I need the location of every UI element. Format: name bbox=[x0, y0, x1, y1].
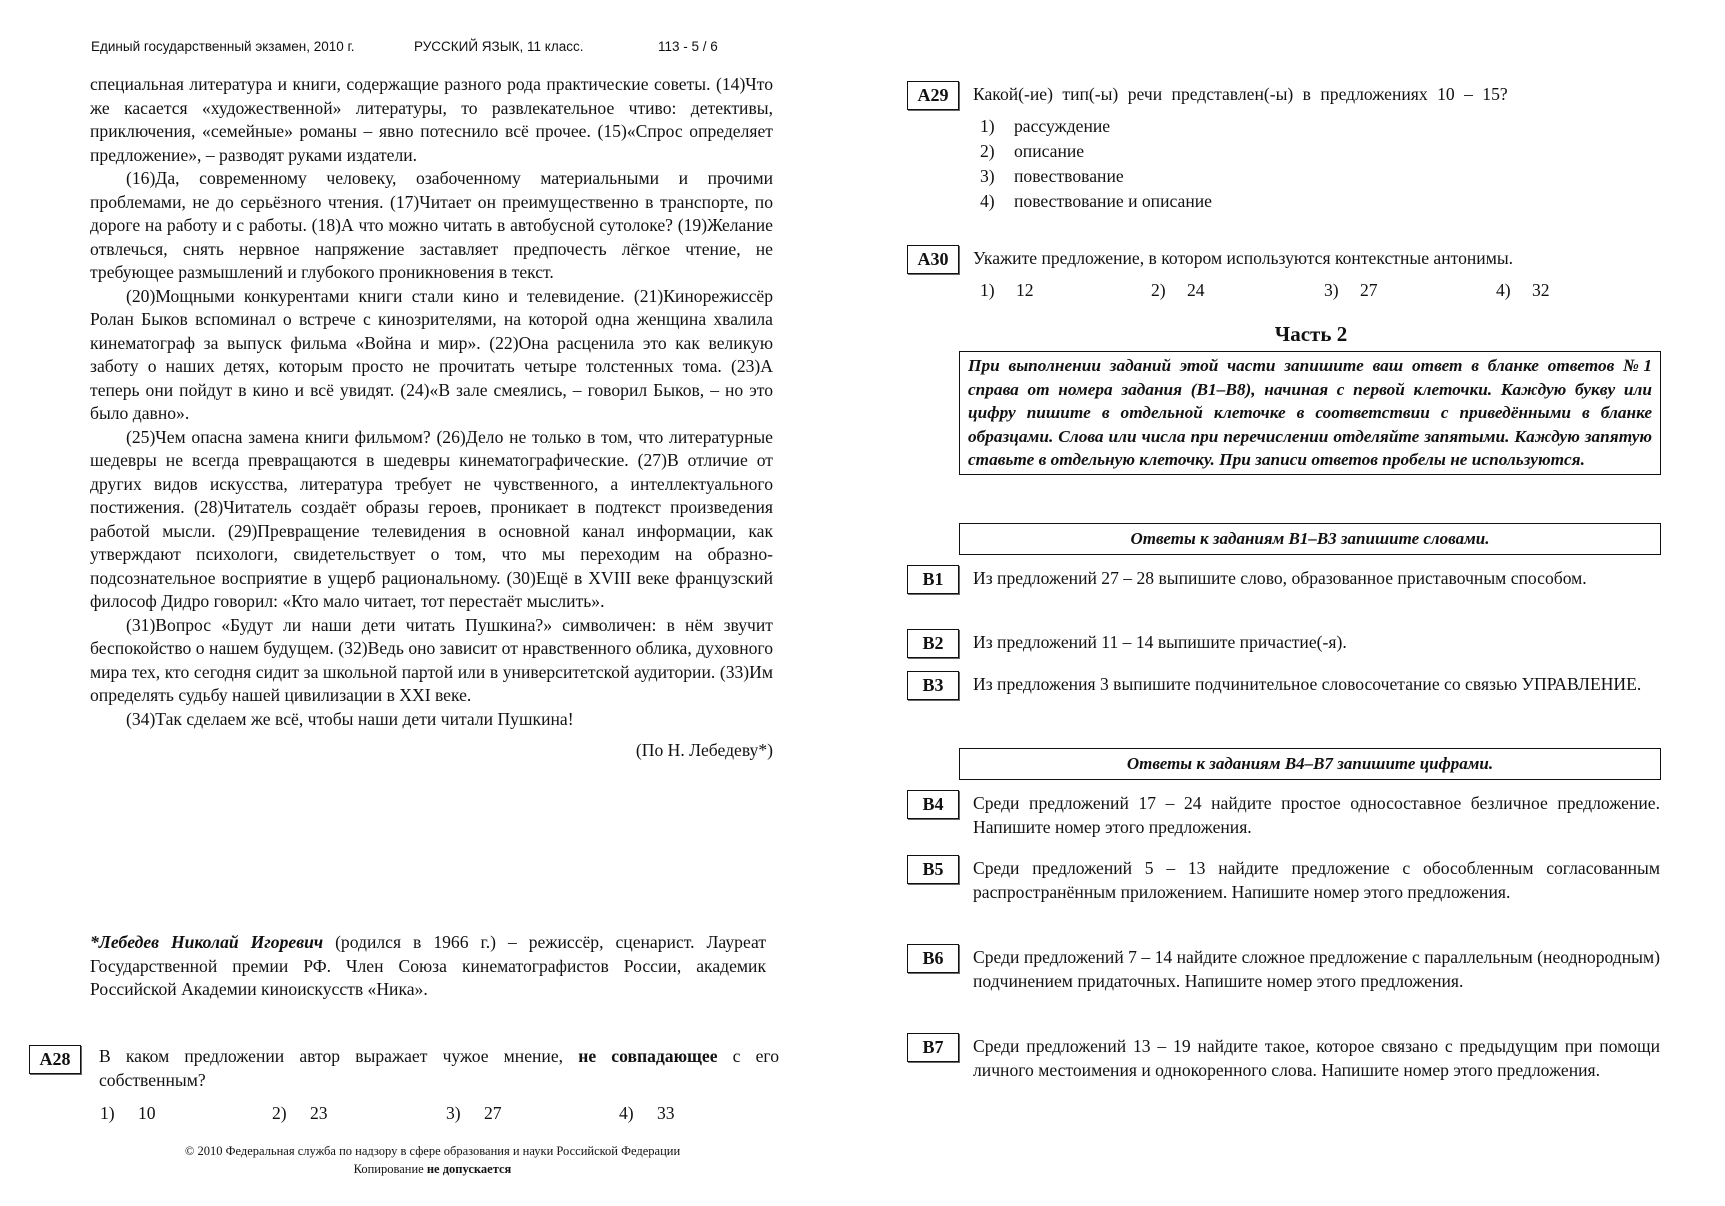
option-number: 2) bbox=[980, 141, 995, 161]
option-value: повествование bbox=[1014, 166, 1124, 186]
copy-notice-bold: не допускается bbox=[426, 1162, 512, 1176]
task-label-a28: A28 bbox=[29, 1045, 81, 1074]
option-number: 1) bbox=[980, 116, 995, 136]
part-2-instructions: При выполнении заданий этой части запишите ваш ответ в бланке ответов №1 справа от номера задания (B1–B8), начиная с первой клеточки. Каждую букву или цифру пишите в отдельной клеточке в соответствии с приведёнными в бланке образцами. Слова или числа при перечислении отделяйте запятыми. Каждую запятую ставьте в отдельную клеточку. При записи ответов пробелы не используются. bbox=[959, 351, 1661, 475]
option-value: 32 bbox=[1532, 280, 1550, 300]
option-value: рассуждение bbox=[1014, 116, 1111, 136]
task-label-b3: B3 bbox=[907, 671, 959, 700]
option-value: 12 bbox=[1016, 280, 1034, 300]
part-2-title: Часть 2 bbox=[1274, 322, 1348, 346]
paragraph: (25)Чем опасна замена книги фильмом? (26)Дело не только в том, что литературные шедевры не всегда превращаются в шедевры кинематографические. (27)В отличие от других видов искусства, литература требует не чувственного, а интеллектуального постижения. (28)Читатель создаёт образы героев, проникает в подтекст произведения работой мысли. (29)Превращение телевидения в основной канал информации, как утверждают психологи, свидетельствует о том, что мы переходим на образно-подсознательное восприятие в ущерб рациональному. (30)Ещё в XVIII веке французский философ Дидро говорил: «Кто мало читает, тот перестаёт мыслить». bbox=[90, 426, 773, 611]
task-label-b6: B6 bbox=[907, 944, 959, 973]
option-number: 4) bbox=[1496, 280, 1511, 300]
task-b1-text: Из предложений 27 – 28 выпишите слово, образованное приставочным способом. bbox=[973, 568, 1587, 588]
task-b5-text: Среди предложений 5 – 13 найдите предложение с обособленным согласованным распространённым приложением. Напишите номер этого предложения. bbox=[973, 858, 1660, 902]
footnote-author-name: *Лебедев Николай Игоревич bbox=[90, 932, 324, 952]
task-a29-question: Какой(-ие) тип(-ы) речи представлен(-ы) в предложениях 10 – 15? bbox=[973, 84, 1508, 104]
task-b7-text: Среди предложений 13 – 19 найдите такое, которое связано с предыдущим при помощи личного местоимения и однокоренного слова. Напишите номер этого предложения. bbox=[973, 1036, 1660, 1080]
task-label-b1: B1 bbox=[907, 565, 959, 594]
task-label-b7: B7 bbox=[907, 1033, 959, 1062]
task-label-a29: A29 bbox=[907, 81, 959, 110]
option-value: 24 bbox=[1187, 280, 1205, 300]
task-b6-text: Среди предложений 7 – 14 найдите сложное предложение с параллельным (неоднородным) подчинением придаточных. Напишите номер этого предложения. bbox=[973, 947, 1660, 991]
task-label-b4: B4 bbox=[907, 790, 959, 819]
paragraph: (31)Вопрос «Будут ли наши дети читать Пушкина?» символичен: в нём звучит беспокойство о нашем будущем. (32)Ведь оно зависит от нравственного облика, духовного мира тех, кто сегодня сидит за школьной партой или в университетской аудитории. (33)Им определять судьбу нашей цивилизации в XXI веке. bbox=[90, 614, 773, 705]
section-header-words: Ответы к заданиям B1–B3 запишите словами. bbox=[959, 523, 1661, 555]
paragraph: (20)Мощными конкурентами книги стали кино и телевидение. (21)Кинорежиссёр Ролан Быков вспоминал о встрече с кинозрителями, на которой одна женщина хвалила кинематограф за выпуск фильма «Война и мир». (22)Она расценила это как великую заботу о наших детях, которым просто не прочитать четыре толстенных тома. (23)А теперь они пойдут в кино и всё увидят. (24)«В зале смеялись, – говорил Быков, – но это было давно». bbox=[90, 285, 773, 423]
question-text: с его собственным? bbox=[99, 1046, 779, 1090]
option-value: 10 bbox=[138, 1103, 156, 1123]
option-number: 1) bbox=[100, 1103, 115, 1123]
paragraph: (16)Да, современному человеку, озабоченному материальными и прочими проблемами, не до серьёзного чтения. (17)Читает он преимущественно в транспорте, по дороге на работу и с работы. (18)А что можно читать в автобусной сутолоке? (19)Желание отвлечься, снять нервное напряжение заставляет предпочесть лёгкое чтение, не требующее размышлений и глубокого проникновения в текст. bbox=[90, 168, 773, 282]
option-value: 27 bbox=[484, 1103, 502, 1123]
option-value: 23 bbox=[310, 1103, 328, 1123]
task-b4-text: Среди предложений 17 – 24 найдите простое односоставное безличное предложение. Напишите номер этого предложения. bbox=[973, 793, 1660, 837]
exam-title: Единый государственный экзамен, 2010 г. bbox=[91, 39, 355, 54]
option-number: 3) bbox=[446, 1103, 461, 1123]
option-number: 2) bbox=[1151, 280, 1166, 300]
option-value: описание bbox=[1014, 141, 1085, 161]
copyright-footer bbox=[90, 1142, 775, 1178]
question-text: В каком предложении автор выражает чужое мнение, bbox=[99, 1046, 579, 1066]
task-a30-question: Укажите предложение, в котором используются контекстные антонимы. bbox=[973, 248, 1514, 268]
paragraph: (34)Так сделаем же всё, чтобы наши дети читали Пушкина! bbox=[126, 708, 574, 729]
option-number: 2) bbox=[272, 1103, 287, 1123]
task-label-a30: A30 bbox=[907, 245, 959, 274]
subject-title: РУССКИЙ ЯЗЫК, 11 класс. bbox=[414, 39, 584, 54]
option-number: 4) bbox=[619, 1103, 634, 1123]
footnote-text: (родился в 1966 г.) – режиссёр, сценарист. Лауреат Государственной премии РФ. Член Союза кинематографистов России, академик Российской Академии киноискусств «Ника». bbox=[90, 932, 767, 999]
author-footnote bbox=[90, 931, 766, 1002]
task-a28-question bbox=[99, 1045, 779, 1092]
option-number: 1) bbox=[980, 280, 995, 300]
question-emphasis: не совпадающее bbox=[578, 1046, 718, 1066]
option-number: 4) bbox=[980, 191, 995, 211]
attribution: (По Н. Лебедеву*) bbox=[635, 740, 773, 760]
task-label-b5: B5 bbox=[907, 855, 959, 884]
reading-text bbox=[90, 73, 773, 763]
section-header-digits: Ответы к заданиям B4–B7 запишите цифрами. bbox=[959, 748, 1661, 780]
task-label-b2: B2 bbox=[907, 629, 959, 658]
task-b3-text: Из предложения 3 выпишите подчинительное словосочетание со связью УПРАВЛЕНИЕ. bbox=[973, 674, 1642, 694]
copyright-text: © 2010 Федеральная служба по надзору в сфере образования и науки Российской Федерации bbox=[184, 1144, 681, 1158]
option-value: повествование и описание bbox=[1014, 191, 1212, 211]
option-number: 3) bbox=[980, 166, 995, 186]
page-number: 113 - 5 / 6 bbox=[658, 39, 718, 54]
task-b2-text: Из предложений 11 – 14 выпишите причастие(-я). bbox=[973, 632, 1347, 652]
option-value: 33 bbox=[657, 1103, 675, 1123]
option-number: 3) bbox=[1324, 280, 1339, 300]
copy-notice: Копирование bbox=[353, 1162, 427, 1176]
option-value: 27 bbox=[1360, 280, 1378, 300]
paragraph: специальная литература и книги, содержащие разного рода практические советы. (14)Что же касается «художественной» литературы, то развлекательное чтиво: детективы, приключения, «семейные» романы – явно потеснило всё прочее. (15)«Спрос определяет предложение», – разводят руками издатели. bbox=[90, 74, 773, 165]
